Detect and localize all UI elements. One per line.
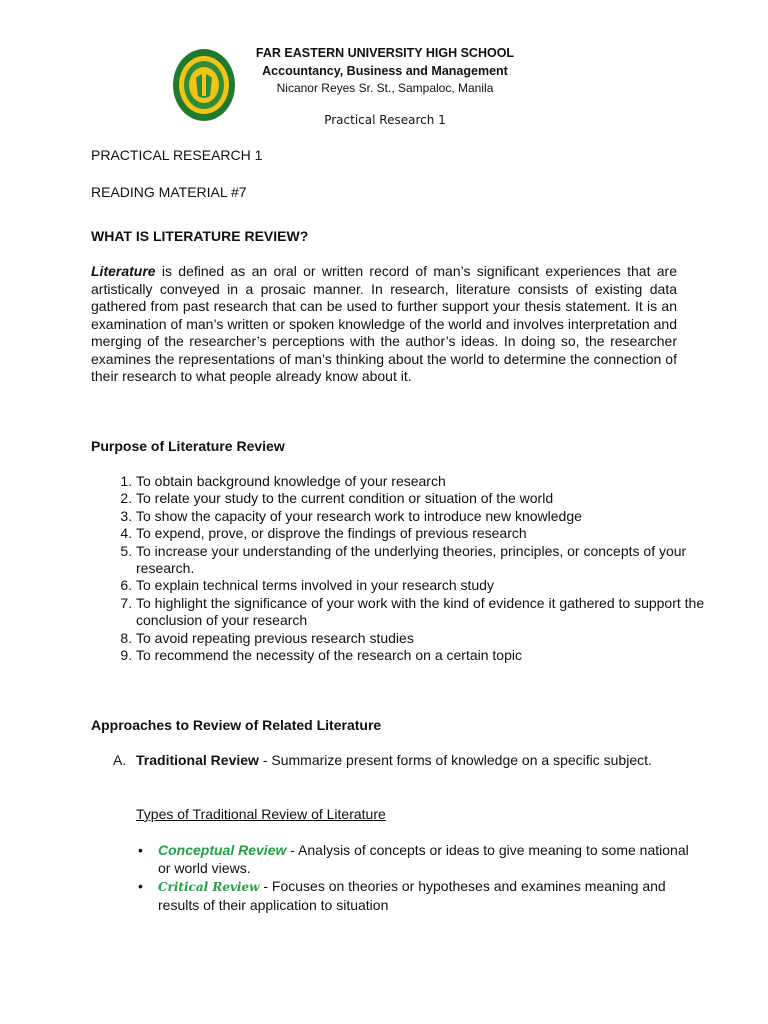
list-item: 3. To show the capacity of your research work to introduce new knowledge <box>136 508 726 525</box>
list-item: 9. To recommend the necessity of the research on a certain topic <box>136 647 726 664</box>
traditional-review-item <box>113 752 679 770</box>
list-item: 4. To expend, prove, or disprove the findings of previous research <box>136 525 726 542</box>
traditional-review-text: - Summarize present forms of knowledge on a specific subject. <box>258 752 652 768</box>
critical-review-term: Critical Review <box>158 880 260 894</box>
list-item: 7. To highlight the significance of your work with the kind of evidence it gathered to support the conclusion of your research <box>136 595 726 630</box>
conceptual-review-text: - Analysis of concepts or ideas to give meaning to some national or world views. <box>158 842 689 876</box>
course-title: PRACTICAL RESEARCH 1 <box>91 147 263 163</box>
critical-review-text: - Focuses on theories or hypotheses and examines meaning and results of their application to situation <box>158 878 666 913</box>
list-item <box>138 878 701 914</box>
purpose-list <box>91 473 726 664</box>
list-item: 2. To relate your study to the current condition or situation of the world <box>136 490 726 507</box>
approaches-heading: Approaches to Review of Related Literature <box>91 717 382 733</box>
school-name: FAR EASTERN UNIVERSITY HIGH SCHOOL <box>255 46 515 60</box>
types-heading: Types of Traditional Review of Literature <box>136 806 386 822</box>
subject-line: Practical Research 1 <box>324 113 446 127</box>
intro-paragraph <box>91 263 677 386</box>
bullet-icon: • <box>138 878 143 894</box>
item-label: A. <box>113 752 127 768</box>
bullet-icon: • <box>138 842 143 858</box>
list-item: 5. To increase your understanding of the underlying theories, principles, or concepts of your research. <box>136 543 726 578</box>
traditional-review-term: Traditional Review <box>136 752 259 768</box>
purpose-heading: Purpose of Literature Review <box>91 438 285 454</box>
school-logo <box>172 48 236 122</box>
review-types-list <box>136 842 701 915</box>
list-item: 6. To explain technical terms involved in your research study <box>136 577 726 594</box>
literature-term: Literature <box>91 263 156 279</box>
conceptual-review-term: Conceptual Review <box>158 842 287 858</box>
list-item <box>138 842 701 877</box>
list-item: 1. To obtain background knowledge of your research <box>136 473 726 490</box>
list-item: 8. To avoid repeating previous research studies <box>136 630 726 647</box>
intro-text: is defined as an oral or written record of man’s significant experiences that are artistically conveyed in a prosaic manner. In research, literature consists of existing data gathered from past research that can be used to further support your thesis statement. It is an examination of man’s written or spoken knowledge of the world and involves interpretation and merging of the researcher’s perceptions with the author’s ideas. In doing so, the researcher examines the representations of man’s thinking about the world to determine the connection of their research to what people already know about it. <box>91 263 677 384</box>
school-address: Nicanor Reyes Sr. St., Sampaloc, Manila <box>276 81 494 95</box>
material-number: READING MATERIAL #7 <box>91 184 247 200</box>
page-title: WHAT IS LITERATURE REVIEW? <box>91 228 309 244</box>
strand-name: Accountancy, Business and Management <box>262 64 508 78</box>
